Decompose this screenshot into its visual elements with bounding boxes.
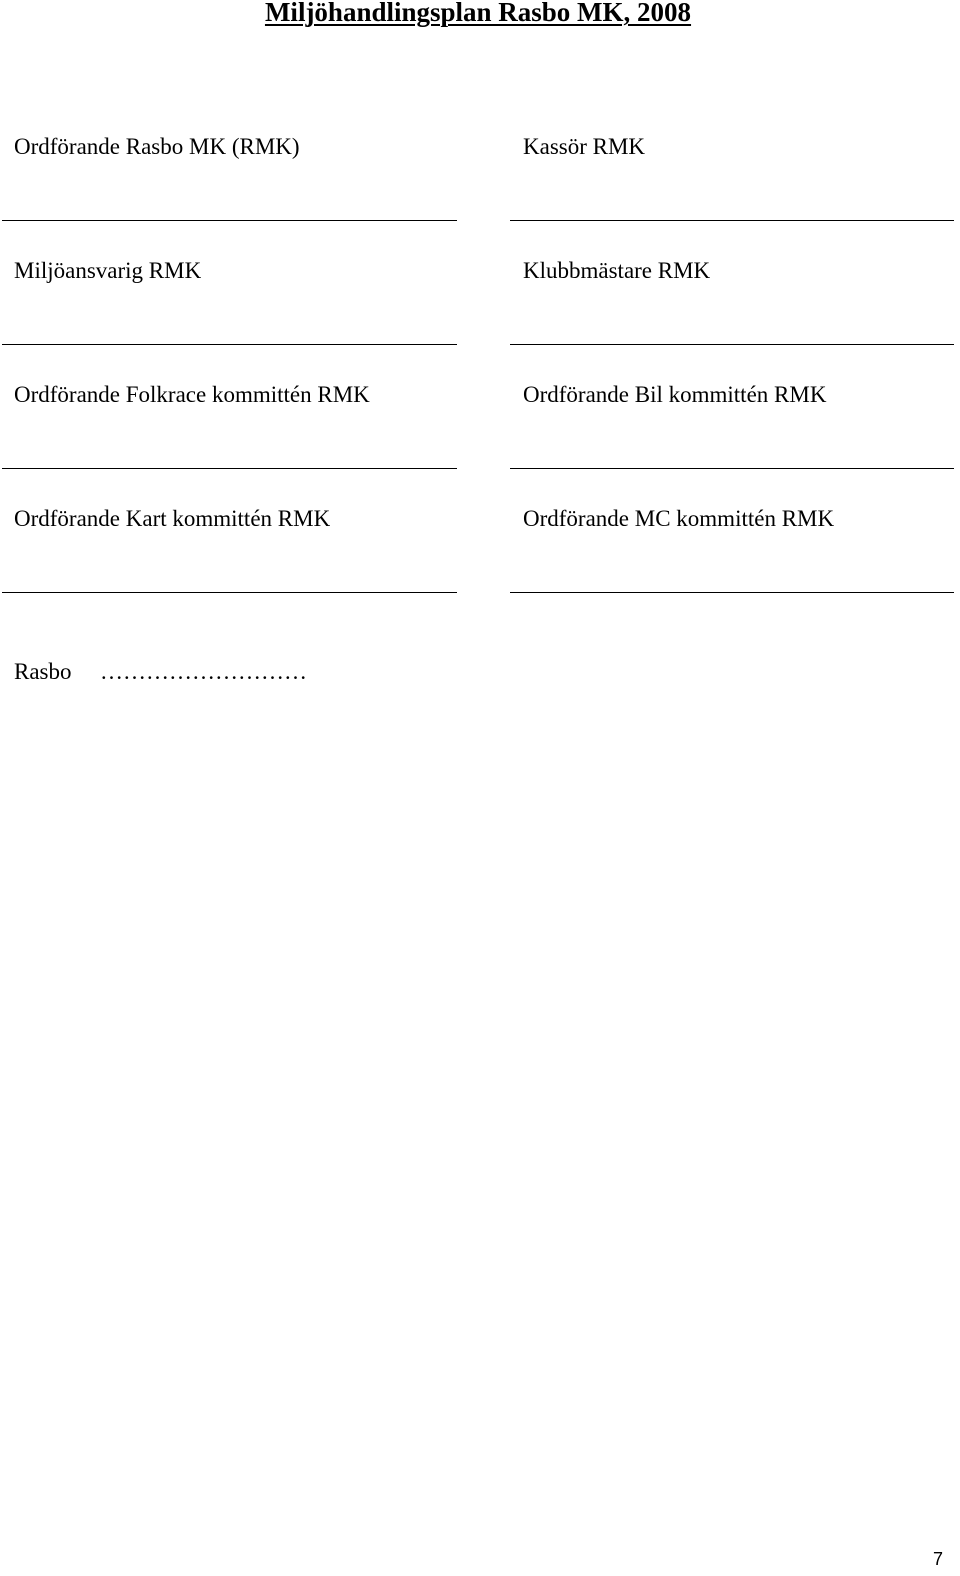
signature-label-mc-chair: Ordförande MC kommittén RMK [523, 506, 835, 531]
signature-label-club-master: Klubbmästare RMK [523, 258, 711, 283]
signature-line-car-chair [510, 468, 954, 469]
signature-line-treasurer [510, 220, 954, 221]
page-number: 7 [932, 1549, 943, 1569]
signature-label-folkrace-chair: Ordförande Folkrace kommittén RMK [14, 382, 370, 407]
signature-label-chair: Ordförande Rasbo MK (RMK) [14, 134, 300, 159]
signature-line-environment-officer [2, 344, 457, 345]
signature-line-kart-chair [2, 592, 457, 593]
signature-line-chair [2, 220, 457, 221]
signature-line-club-master [510, 344, 954, 345]
signature-label-environment-officer: Miljöansvarig RMK [14, 258, 202, 283]
signature-line-mc-chair [510, 592, 954, 593]
signature-line-folkrace-chair [2, 468, 457, 469]
place-label: Rasbo [14, 659, 72, 684]
signature-label-kart-chair: Ordförande Kart kommittén RMK [14, 506, 331, 531]
signature-label-car-chair: Ordförande Bil kommittén RMK [523, 382, 827, 407]
date-field: ……………………… [100, 659, 307, 684]
signature-label-treasurer: Kassör RMK [523, 134, 646, 159]
document-title: Miljöhandlingsplan Rasbo MK, 2008 [264, 0, 692, 27]
